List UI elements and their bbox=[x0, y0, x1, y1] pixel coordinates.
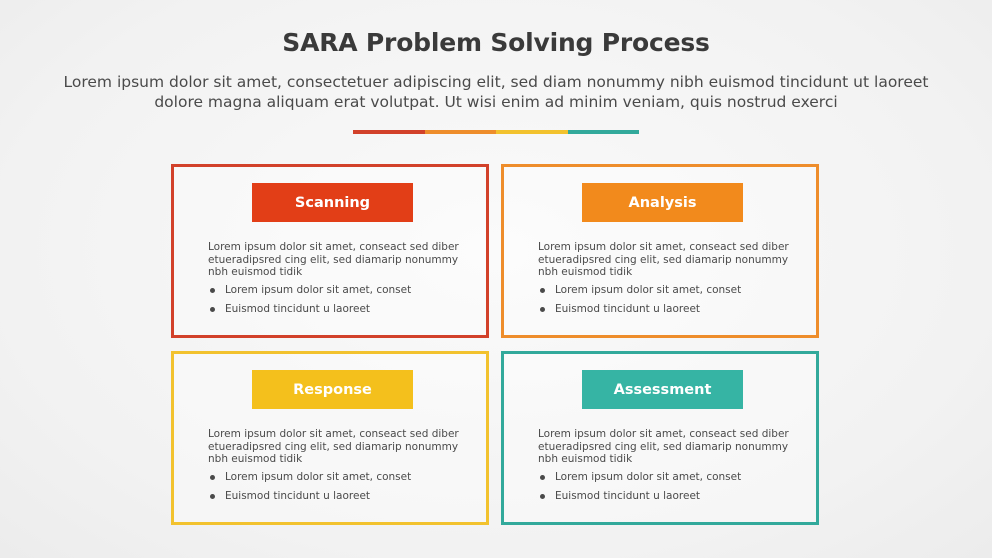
divider-segment-scanning bbox=[353, 130, 425, 134]
bullet-list bbox=[538, 471, 741, 509]
bullet-item bbox=[538, 471, 741, 490]
tag-label: Analysis bbox=[628, 194, 697, 211]
tag-label: Response bbox=[293, 381, 372, 398]
card-analysis bbox=[501, 164, 819, 338]
bullet-list bbox=[538, 284, 741, 322]
page-subtitle: Lorem ipsum dolor sit amet, consectetuer adipiscing elit, sed diam nonummy nibh euismod tincidunt ut laoreet dolore magna aliquam erat volutpat. Ut wisi enim ad minim veniam, quis nostrud exerci bbox=[63, 73, 929, 111]
bullet-list bbox=[208, 284, 411, 322]
bullet-text: Lorem ipsum dolor sit amet, conset bbox=[555, 284, 742, 296]
bullet-dot-icon bbox=[540, 475, 545, 480]
divider-segment-analysis bbox=[425, 130, 497, 134]
bullet-item bbox=[208, 284, 411, 303]
color-divider bbox=[353, 130, 639, 134]
bullet-dot-icon bbox=[210, 494, 215, 499]
bullet-dot-icon bbox=[210, 307, 215, 312]
bullet-item bbox=[538, 490, 741, 509]
bullet-item bbox=[538, 284, 741, 303]
bullet-text: Euismod tincidunt u laoreet bbox=[225, 303, 371, 315]
tag-label: Scanning bbox=[294, 194, 371, 211]
tag-response bbox=[252, 370, 413, 409]
tag-analysis bbox=[582, 183, 743, 222]
bullet-item bbox=[208, 303, 411, 322]
bullet-item bbox=[208, 490, 411, 509]
card-scanning bbox=[171, 164, 489, 338]
tag-label: Assessment bbox=[613, 381, 712, 398]
card-description: Lorem ipsum dolor sit amet, conseact sed diber etueradipsred cing elit, sed diamarip nonummy nbh euismod tidik bbox=[538, 428, 789, 465]
divider-segment-response bbox=[496, 130, 568, 134]
divider-segment-assessment bbox=[568, 130, 640, 134]
bullet-text: Euismod tincidunt u laoreet bbox=[555, 303, 701, 315]
bullet-dot-icon bbox=[540, 307, 545, 312]
bullet-list bbox=[208, 471, 411, 509]
bullet-text: Euismod tincidunt u laoreet bbox=[555, 490, 701, 502]
bullet-dot-icon bbox=[210, 288, 215, 293]
bullet-item bbox=[208, 471, 411, 490]
tag-scanning bbox=[252, 183, 413, 222]
bullet-dot-icon bbox=[540, 494, 545, 499]
bullet-dot-icon bbox=[210, 475, 215, 480]
card-assessment bbox=[501, 351, 819, 525]
card-description: Lorem ipsum dolor sit amet, conseact sed diber etueradipsred cing elit, sed diamarip nonummy nbh euismod tidik bbox=[208, 241, 459, 278]
tag-assessment bbox=[582, 370, 743, 409]
page-title: SARA Problem Solving Process bbox=[282, 28, 710, 57]
bullet-text: Lorem ipsum dolor sit amet, conset bbox=[225, 284, 412, 296]
bullet-text: Lorem ipsum dolor sit amet, conset bbox=[555, 471, 742, 483]
card-description: Lorem ipsum dolor sit amet, conseact sed diber etueradipsred cing elit, sed diamarip nonummy nbh euismod tidik bbox=[208, 428, 459, 465]
bullet-dot-icon bbox=[540, 288, 545, 293]
bullet-text: Lorem ipsum dolor sit amet, conset bbox=[225, 471, 412, 483]
bullet-item bbox=[538, 303, 741, 322]
bullet-text: Euismod tincidunt u laoreet bbox=[225, 490, 371, 502]
card-response bbox=[171, 351, 489, 525]
card-description: Lorem ipsum dolor sit amet, conseact sed diber etueradipsred cing elit, sed diamarip nonummy nbh euismod tidik bbox=[538, 241, 789, 278]
